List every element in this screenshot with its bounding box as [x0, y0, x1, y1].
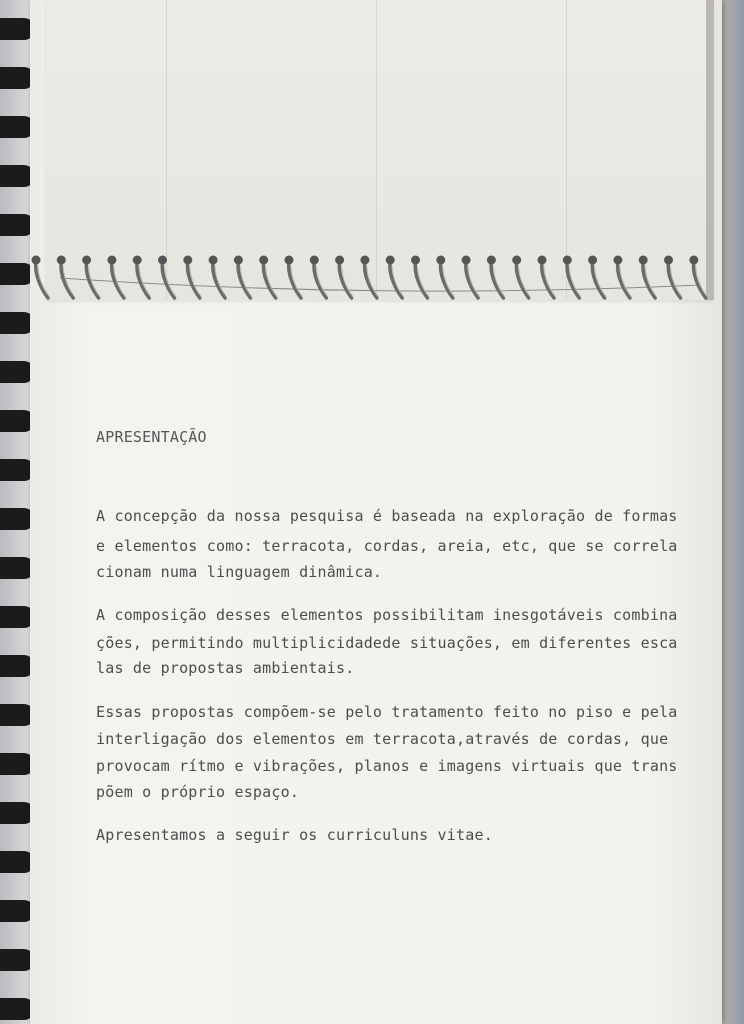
binding-coil [0, 508, 34, 530]
binding-coil [0, 165, 34, 187]
paragraph-4-line-1: Apresentamos a seguir os curriculuns vitae. [96, 826, 493, 844]
paragraph-3-line-4: põem o próprio espaço. [96, 783, 300, 801]
binding-coil [0, 753, 34, 775]
paragraph-2-line-3: las de propostas ambientais. [96, 659, 355, 677]
binding-coil [0, 655, 34, 677]
binding-coil [0, 312, 34, 334]
binding-coil [0, 18, 34, 40]
binding-coil [0, 851, 34, 873]
paragraph-1-line-3: cionam numa linguagem dinâmica. [96, 563, 383, 581]
binding-coil [0, 410, 34, 432]
paragraph-3-line-3: provocam rítmo e vibrações, planos e imagens virtuais que trans [96, 757, 678, 775]
paragraph-3-line-1: Essas propostas compõem-se pelo tratamento feito no piso e pela [96, 703, 678, 721]
paragraph-2-line-1: A composição desses elementos possibilitam inesgotáveis combina [96, 606, 678, 624]
paragraph-2-line-2: ções, permitindo multiplicidadede situações, em diferentes esca [96, 634, 678, 652]
binding-coil [0, 67, 34, 89]
binding-coil [0, 116, 34, 138]
binding-coil [0, 214, 34, 236]
paragraph-3-line-2: interligação dos elementos em terracota,através de cordas, que [96, 730, 669, 748]
paragraph-1-line-2: e elementos como: terracota, cordas, areia, etc, que se correla [96, 537, 678, 555]
binding-coil [0, 998, 34, 1020]
paper-crease [166, 0, 167, 300]
paragraph-1-line-1: A concepção da nossa pesquisa é baseada na exploração de formas [96, 507, 678, 525]
page-title: APRESENTAÇÃO [96, 428, 207, 446]
paper-crease [376, 0, 377, 300]
binding-coil [0, 802, 34, 824]
binding-coil [0, 263, 34, 285]
binding-coil [0, 459, 34, 481]
binding-coil [0, 606, 34, 628]
binding-coil [0, 704, 34, 726]
binding-coil [0, 949, 34, 971]
binding-coil [0, 361, 34, 383]
paper-crease [566, 0, 567, 300]
binding-coil [0, 557, 34, 579]
back-page-fold [46, 0, 714, 300]
binding-coil [0, 900, 34, 922]
